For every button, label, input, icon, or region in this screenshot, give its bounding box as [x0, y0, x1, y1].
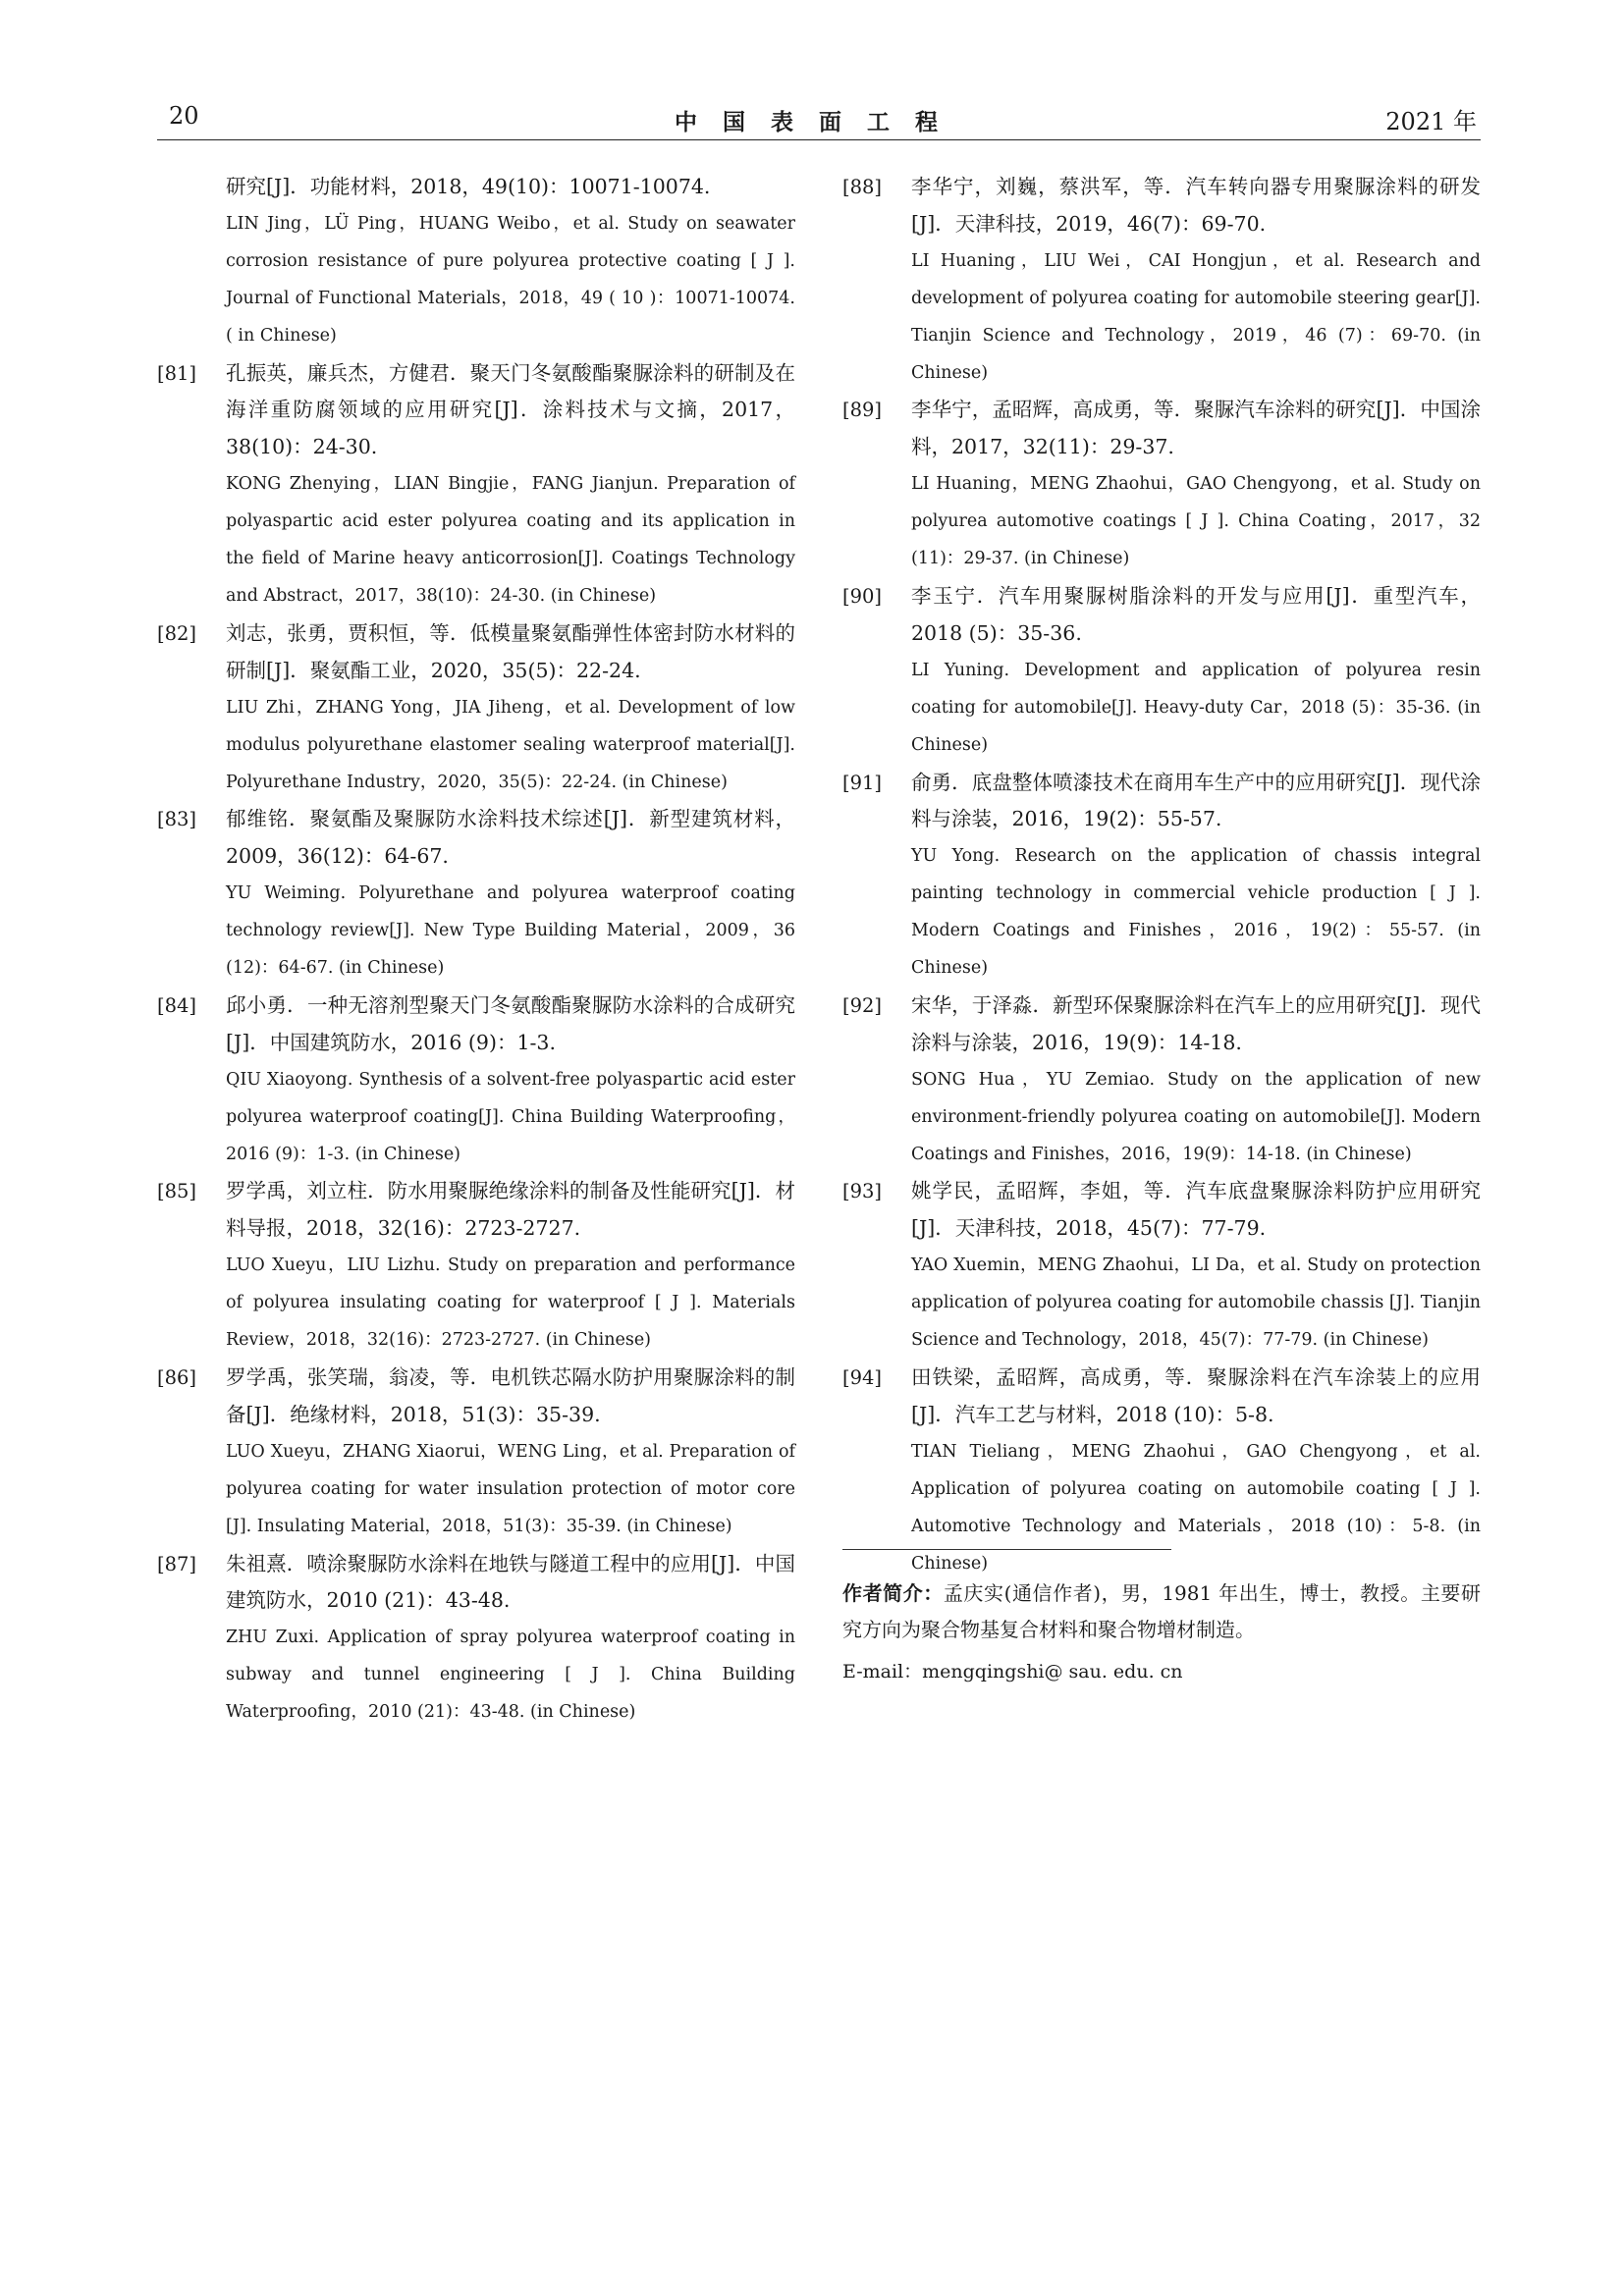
reference-english: TIAN Tieliang，MENG Zhaohui，GAO Chengyong，et al. Application of polyurea coating on automobile coating [ J ]. Automotive Technology and Materials，2018 (10)：5-8. (in Chinese) [911, 1441, 1481, 1574]
reference-chinese: 朱祖熹．喷涂聚脲防水涂料在地铁与隧道工程中的应用[J]．中国建筑防水，2010 (21)：43-48. [226, 1551, 795, 1613]
reference-item [842, 988, 1481, 1174]
reference-english: YU Yong. Research on the application of chassis integral painting technology in commercial vehicle production [ J ]. Modern Coatings and Finishes，2016，19(2)：55-57. (in Chinese) [911, 846, 1481, 979]
page-number: 20 [169, 102, 199, 130]
reference-english: LI Huaning，LIU Wei，CAI Hongjun，et al. Research and development of polyurea coating for automobile steering gear[J]. Tianjin Science and Technology，2019，46 (7)：69-70. (in Chinese) [911, 250, 1481, 383]
reference-english: LUO Xueyu，LIU Lizhu. Study on preparation and performance of polyurea insulating coating for waterproof [ J ]. Materials Review，2018，32(16)：2723-2727. (in Chinese) [226, 1255, 795, 1351]
reference-item [842, 1173, 1481, 1360]
journal-title: 中国表面工程 [675, 109, 963, 135]
left-reference-column [157, 169, 795, 1732]
reference-english: LI Huaning，MENG Zhaohui，GAO Chengyong，et al. Study on polyurea automotive coatings [ J ]. China Coating，2017，32 (11)：29-37. (in Chinese) [911, 474, 1481, 569]
author-email: E-mail：mengqingshi@ sau. edu. cn [842, 1661, 1183, 1682]
publication-year: 2021 年 [1385, 108, 1477, 135]
reference-chinese: 李玉宁．汽车用聚脲树脂涂料的开发与应用[J]．重型汽车，2018 (5)：35-36. [911, 583, 1481, 645]
reference-english: KONG Zhenying，LIAN Bingjie，FANG Jianjun. Preparation of polyaspartic acid ester polyurea coating and its application in the field of Marine heavy anticorrosion[J]. Coatings Technology and Abstract，2017，38(10)：24-30. (in Chinese) [226, 474, 795, 606]
footnote-divider [842, 1549, 1171, 1550]
reference-number: [85] [157, 1180, 197, 1203]
reference-chinese: 罗学禹，张笑瑞，翁凌，等．电机铁芯隔水防护用聚脲涂料的制备[J]．绝缘材料，2018，51(3)：35-39. [226, 1365, 795, 1426]
reference-item [157, 355, 795, 615]
reference-number: [92] [842, 993, 883, 1017]
reference-english: QIU Xiaoyong. Synthesis of a solvent-free polyaspartic acid ester polyurea waterproof coating[J]. China Building Waterproofing，2016 (9)：1-3. (in Chinese) [226, 1069, 795, 1164]
reference-number: [90] [842, 584, 883, 608]
reference-chinese: 李华宁，孟昭辉，高成勇，等．聚脲汽车涂料的研究[J]．中国涂料，2017，32(11)：29-37. [911, 398, 1481, 459]
reference-number: [82] [157, 621, 197, 645]
reference-chinese: 研究[J]．功能材料，2018，49(10)：10071-10074. [226, 175, 711, 198]
reference-item [157, 1360, 795, 1546]
reference-chinese: 郁维铭．聚氨酯及聚脲防水涂料技术综述[J]．新型建筑材料，2009，36(12)：64-67. [226, 807, 795, 869]
reference-item [157, 988, 795, 1174]
author-intro-label: 作者简介： [842, 1581, 944, 1605]
reference-number: [84] [157, 993, 197, 1017]
reference-chinese: 宋华，于泽淼．新型环保聚脲涂料在汽车上的应用研究[J]．现代涂料与涂装，2016，19(9)：14-18. [911, 992, 1481, 1054]
reference-number: [86] [157, 1366, 197, 1389]
reference-chinese: 俞勇．底盘整体喷漆技术在商用车生产中的应用研究[J]．现代涂料与涂装，2016，19(2)：55-57. [911, 770, 1481, 831]
reference-number: [83] [157, 808, 197, 831]
reference-item [157, 615, 795, 802]
reference-item [157, 1173, 795, 1360]
reference-english: YU Weiming. Polyurethane and polyurea waterproof coating technology review[J]. New Type Building Material，2009，36 (12)：64-67. (in Chinese) [226, 883, 795, 979]
right-reference-column [842, 169, 1481, 1582]
reference-chinese: 李华宁，刘巍，蔡洪军，等．汽车转向器专用聚脲涂料的研发[J]．天津科技，2019，46(7)：69-70. [911, 175, 1481, 236]
reference-number: [87] [157, 1552, 197, 1575]
reference-item [842, 578, 1481, 765]
reference-item [157, 1546, 795, 1733]
reference-number: [88] [842, 176, 883, 198]
author-intro-text: 孟庆实(通信作者)，男，1981 年出生，博士，教授。主要研究方向为聚合物基复合材料和聚合物增材制造。 [842, 1581, 1481, 1641]
reference-item [157, 169, 795, 355]
reference-number: [94] [842, 1366, 883, 1389]
reference-chinese: 罗学禹，刘立柱．防水用聚脲绝缘涂料的制备及性能研究[J]．材料导报，2018，32(16)：2723-2727. [226, 1179, 795, 1241]
reference-english: LIU Zhi，ZHANG Yong，JIA Jiheng，et al. Development of low modulus polyurethane elastomer sealing waterproof material[J]. Polyurethane Industry，2020，35(5)：22-24. (in Chinese) [226, 697, 795, 792]
reference-chinese: 孔振英，廉兵杰，方健君．聚天门冬氨酸酯聚脲涂料的研制及在海洋重防腐领域的应用研究[J]．涂料技术与文摘，2017，38(10)：24-30. [226, 360, 795, 459]
reference-chinese: 邱小勇．一种无溶剂型聚天门冬氨酸酯聚脲防水涂料的合成研究[J]．中国建筑防水，2016 (9)：1-3. [226, 992, 795, 1054]
reference-number: [93] [842, 1180, 883, 1203]
reference-item [842, 765, 1481, 988]
reference-english: ZHU Zuxi. Application of spray polyurea waterproof coating in subway and tunnel engineering [ J ]. China Building Waterproofing，2010 (21)：43-48. (in Chinese) [226, 1628, 795, 1723]
reference-chinese: 刘志，张勇，贾积恒，等．低模量聚氨酯弹性体密封防水材料的研制[J]．聚氨酯工业，2020，35(5)：22-24. [226, 620, 795, 682]
reference-english: SONG Hua，YU Zemiao. Study on the application of new environment-friendly polyurea coating on automobile[J]. Modern Coatings and Finishes，2016，19(9)：14-18. (in Chinese) [911, 1069, 1481, 1164]
reference-item [842, 169, 1481, 392]
page-header [157, 98, 1481, 140]
reference-number: [89] [842, 399, 883, 422]
reference-number: [81] [157, 361, 197, 385]
reference-english: LIN Jing，LÜ Ping，HUANG Weibo，et al. Study on seawater corrosion resistance of pure polyurea protective coating [ J ]. Journal of Functional Materials，2018，49 ( 10 )：10071-10074. ( in Chinese) [226, 213, 795, 346]
author-intro [842, 1575, 1481, 1648]
reference-english: YAO Xuemin，MENG Zhaohui，LI Da，et al. Study on protection application of polyurea coating for automobile chassis [J]. Tianjin Science and Technology，2018，45(7)：77-79. (in Chinese) [911, 1255, 1481, 1351]
reference-chinese: 姚学民，孟昭辉，李姐，等．汽车底盘聚脲涂料防护应用研究[J]．天津科技，2018，45(7)：77-79. [911, 1179, 1481, 1241]
reference-number: [91] [842, 771, 883, 794]
reference-chinese: 田铁梁，孟昭辉，高成勇，等．聚脲涂料在汽车涂装上的应用[J]．汽车工艺与材料，2018 (10)：5-8. [911, 1365, 1481, 1426]
reference-english: LI Yuning. Development and application of polyurea resin coating for automobile[J]. Heavy-duty Car，2018 (5)：35-36. (in Chinese) [911, 660, 1481, 755]
author-bio [842, 1549, 1481, 1691]
reference-item [842, 392, 1481, 578]
reference-english: LUO Xueyu，ZHANG Xiaorui，WENG Ling，et al. Preparation of polyurea coating for water insulation protection of motor core [J]. Insulating Material，2018，51(3)：35-39. (in Chinese) [226, 1441, 795, 1536]
reference-item [157, 801, 795, 988]
